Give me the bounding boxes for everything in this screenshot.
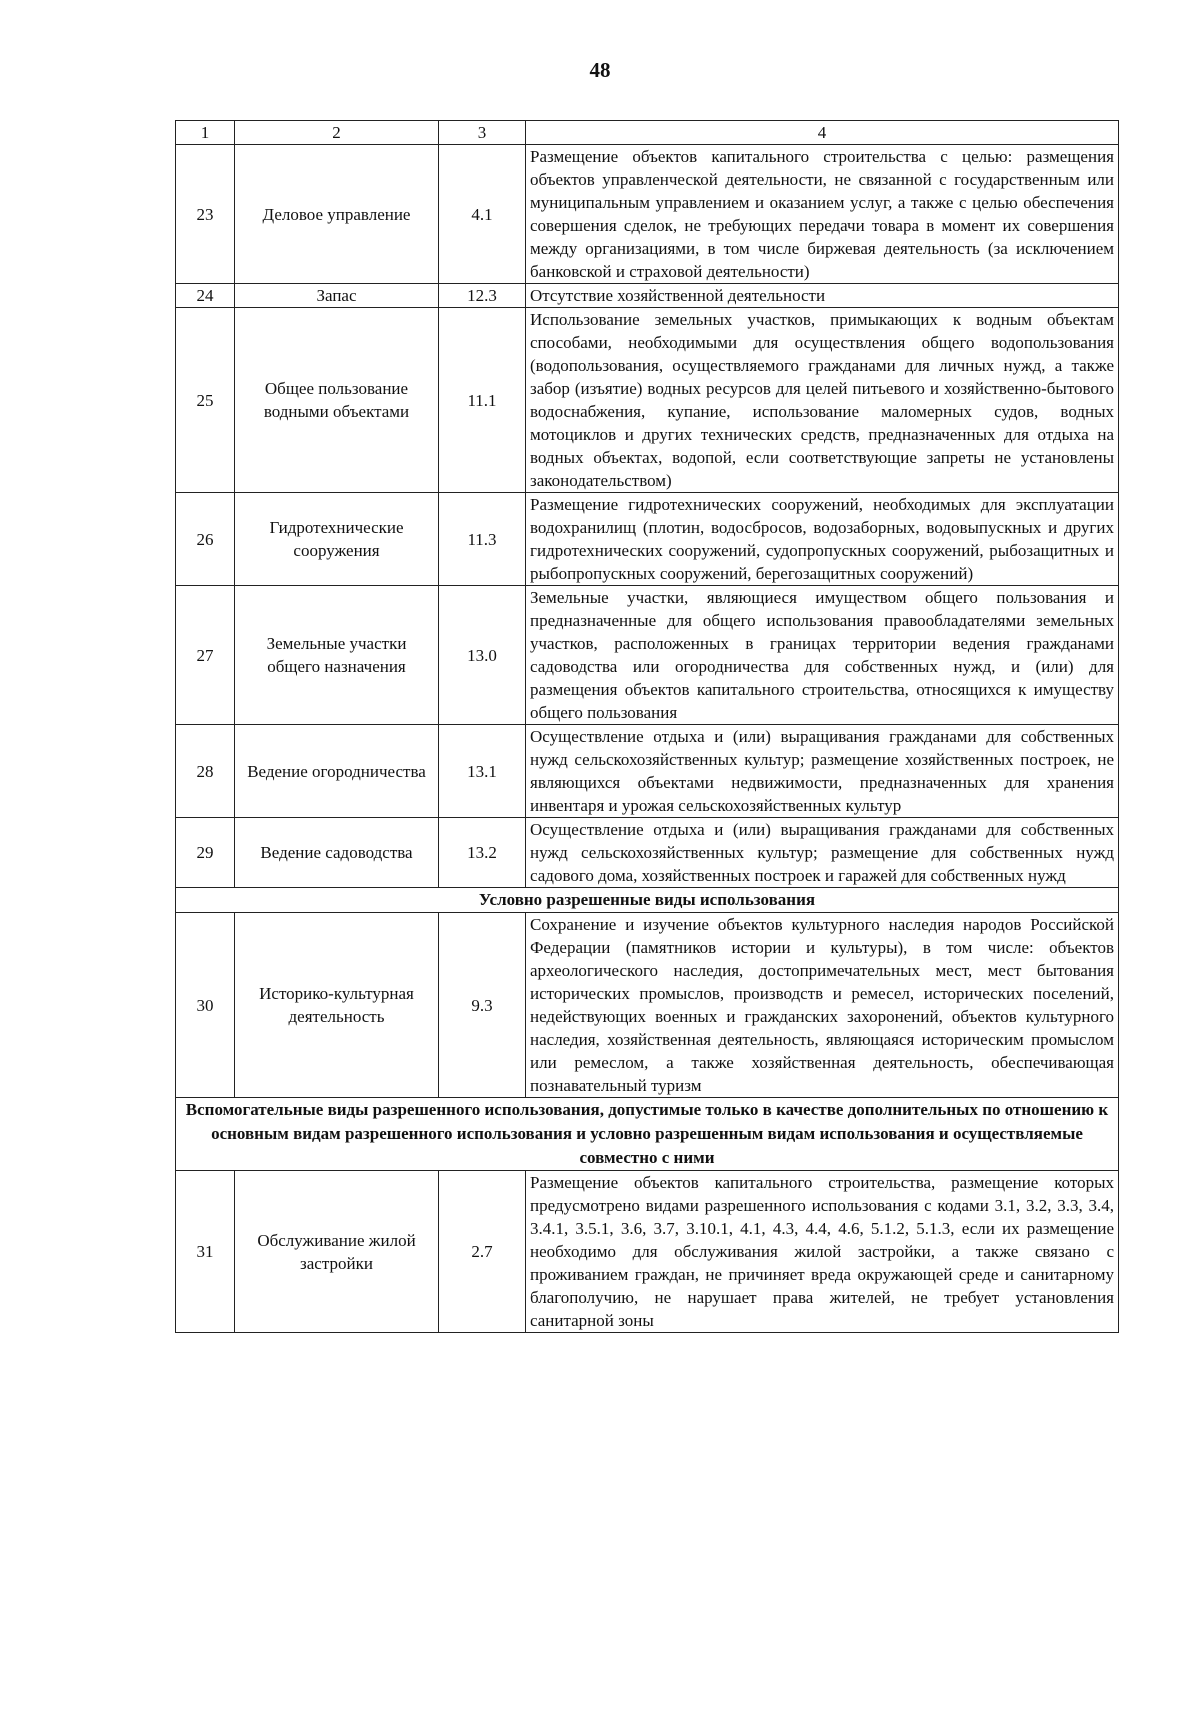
use-type-description: Осуществление отдыха и (или) выращивания гражданами для собственных нужд сельскохозяйственных культур; размещение для собственных нужд садового дома, хозяйственных построек и гаражей для собственных нужд	[526, 818, 1119, 888]
table-row	[176, 493, 1119, 586]
use-type-name: Запас	[235, 284, 439, 308]
row-number: 26	[176, 493, 235, 586]
land-use-table	[175, 120, 1119, 1333]
use-type-name: Деловое управление	[235, 145, 439, 284]
use-type-code: 13.2	[439, 818, 526, 888]
row-number: 25	[176, 308, 235, 493]
use-type-code: 11.1	[439, 308, 526, 493]
row-number: 28	[176, 725, 235, 818]
row-number: 31	[176, 1171, 235, 1333]
row-number: 23	[176, 145, 235, 284]
use-type-code: 13.1	[439, 725, 526, 818]
use-type-description: Размещение объектов капитального строительства, размещение которых предусмотрено видами разрешенного использования с кодами 3.1, 3.2, 3.3, 3.4, 3.4.1, 3.5.1, 3.6, 3.7, 3.10.1, 4.1, 4.3, 4.4, 4.6, 5.1.2, 5.1.3, если их размещение необходимо для обслуживания жилой застройки, а также связано с проживанием граждан, не причиняет вреда окружающей среде и санитарному благополучию, не нарушает права жителей, не требует установления санитарной зоны	[526, 1171, 1119, 1333]
use-type-name: Ведение огородничества	[235, 725, 439, 818]
header-col-1: 1	[176, 121, 235, 145]
use-type-code: 4.1	[439, 145, 526, 284]
section-title-conditional: Условно разрешенные виды использования	[176, 888, 1119, 913]
row-number: 27	[176, 586, 235, 725]
section-row-conditional	[176, 888, 1119, 913]
row-number: 24	[176, 284, 235, 308]
use-type-code: 13.0	[439, 586, 526, 725]
use-type-description: Осуществление отдыха и (или) выращивания гражданами для собственных нужд сельскохозяйственных культур; размещение хозяйственных построек, не являющихся объектами недвижимости, предназначенных для хранения инвентаря и урожая сельскохозяйственных культур	[526, 725, 1119, 818]
use-type-code: 12.3	[439, 284, 526, 308]
use-type-name: Ведение садоводства	[235, 818, 439, 888]
table-row	[176, 284, 1119, 308]
table-header-row	[176, 121, 1119, 145]
use-type-name: Земельные участки общего назначения	[235, 586, 439, 725]
use-type-description: Отсутствие хозяйственной деятельности	[526, 284, 1119, 308]
use-type-name: Гидротехнические сооружения	[235, 493, 439, 586]
header-col-2: 2	[235, 121, 439, 145]
table-row	[176, 913, 1119, 1098]
section-row-auxiliary	[176, 1098, 1119, 1171]
use-type-name: Историко-культурная деятельность	[235, 913, 439, 1098]
table-row	[176, 586, 1119, 725]
use-type-description: Размещение объектов капитального строительства с целью: размещения объектов управленческой деятельности, не связанной с государственным или муниципальным управлением и оказанием услуг, а также с целью обеспечения совершения сделок, не требующих передачи товара в момент их совершения между организациями, в том числе биржевая деятельность (за исключением банковской и страховой деятельности)	[526, 145, 1119, 284]
table-row	[176, 1171, 1119, 1333]
table-row	[176, 145, 1119, 284]
header-col-4: 4	[526, 121, 1119, 145]
section-title-auxiliary: Вспомогательные виды разрешенного использования, допустимые только в качестве дополнительных по отношению к основным видам разрешенного использования и условно разрешенным видам использования и осуществляемые совместно с ними	[176, 1098, 1119, 1171]
row-number: 29	[176, 818, 235, 888]
use-type-code: 11.3	[439, 493, 526, 586]
row-number: 30	[176, 913, 235, 1098]
use-type-description: Земельные участки, являющиеся имуществом общего пользования и предназначенные для общего использования правообладателями земельных участков, расположенных в границах территории ведения гражданами садоводства или огородничества для собственных нужд, и (или) для размещения объектов капитального строительства, относящихся к имуществу общего пользования	[526, 586, 1119, 725]
page-number: 48	[589, 58, 611, 82]
table-row	[176, 308, 1119, 493]
header-col-3: 3	[439, 121, 526, 145]
use-type-description: Размещение гидротехнических сооружений, необходимых для эксплуатации водохранилищ (плотин, водосбросов, водозаборных, водовыпускных и других гидротехнических сооружений, судопропускных сооружений, рыбозащитных и рыбопропускных сооружений, берегозащитных сооружений)	[526, 493, 1119, 586]
use-type-code: 2.7	[439, 1171, 526, 1333]
table-row	[176, 725, 1119, 818]
use-type-name: Обслуживание жилой застройки	[235, 1171, 439, 1333]
use-type-description: Использование земельных участков, примыкающих к водным объектам способами, необходимыми для осуществления общего водопользования (водопользования, осуществляемого гражданами для личных нужд, а также забор (изъятие) водных ресурсов для целей питьевого и хозяйственно-бытового водоснабжения, купание, использование маломерных судов, водных мотоциклов и других технических средств, предназначенных для отдыха на водных объектах, водопой, если соответствующие запреты не установлены законодательством)	[526, 308, 1119, 493]
table-row	[176, 818, 1119, 888]
use-type-name: Общее пользование водными объектами	[235, 308, 439, 493]
use-type-code: 9.3	[439, 913, 526, 1098]
use-type-description: Сохранение и изучение объектов культурного наследия народов Российской Федерации (памятников истории и культуры), в том числе: объектов археологического наследия, достопримечательных мест, мест бытования исторических промыслов, производств и ремесел, исторических поселений, недействующих военных и гражданских захоронений, объектов культурного наследия, хозяйственная деятельность, являющаяся историческим промыслом или ремеслом, а также хозяйственная деятельность, обеспечивающая познавательный туризм	[526, 913, 1119, 1098]
